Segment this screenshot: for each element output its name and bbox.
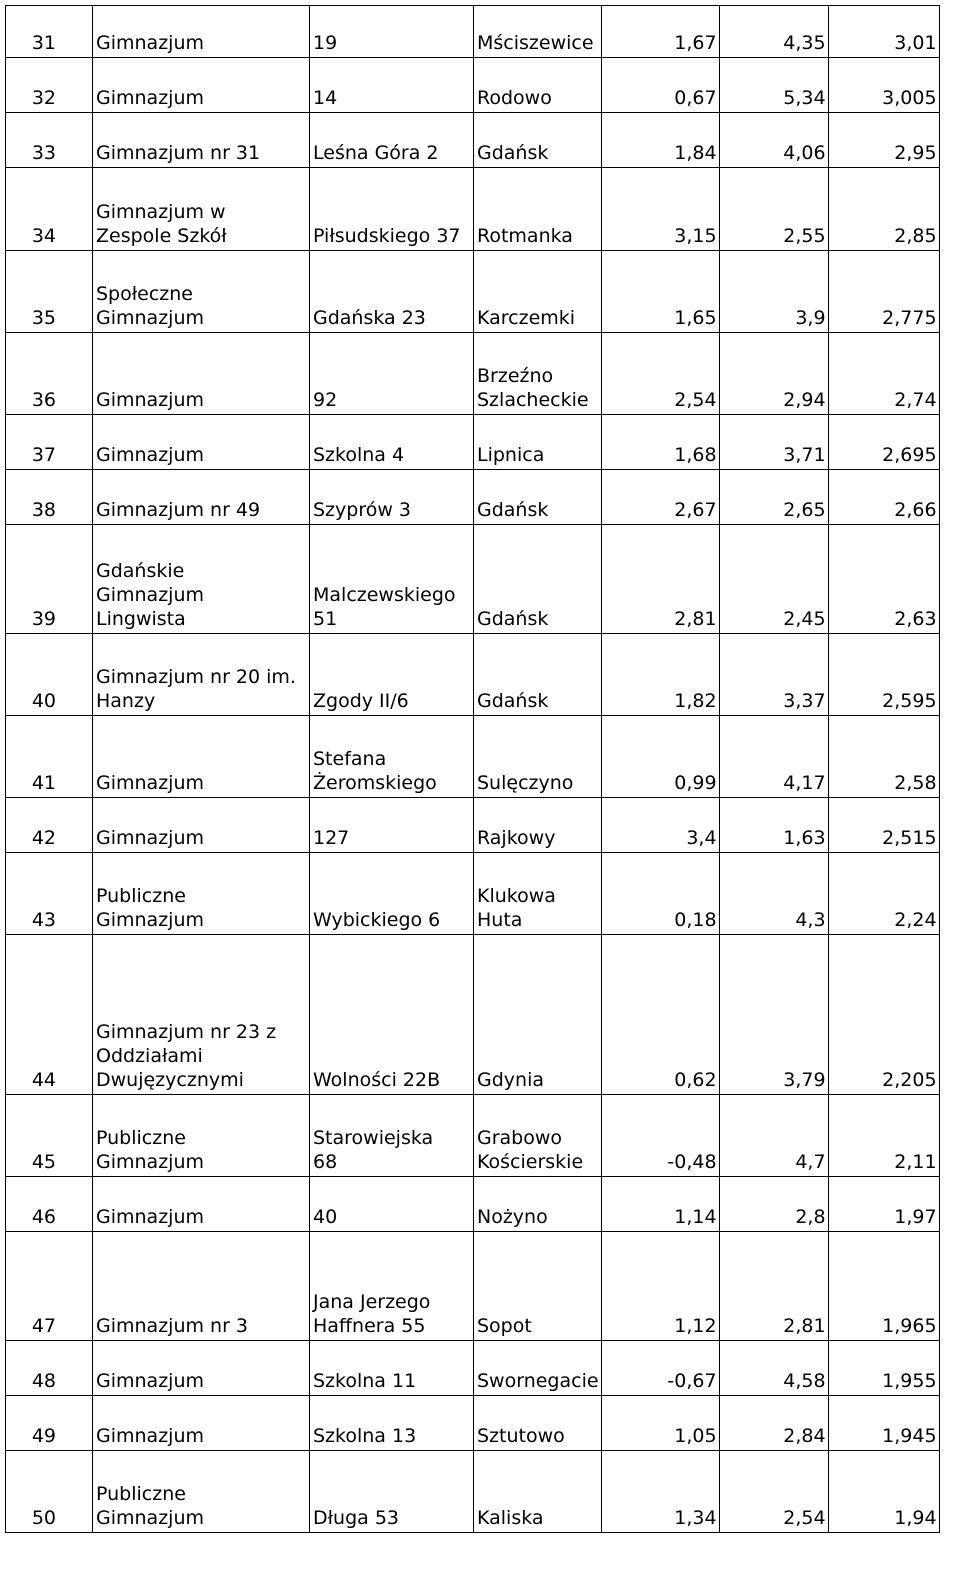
school-name: Gimnazjum w Zespole Szkół <box>93 168 310 251</box>
school-name: Publiczne Gimnazjum <box>93 1095 310 1177</box>
table-row <box>6 1396 940 1451</box>
table-row <box>6 1177 940 1232</box>
table-row <box>6 168 940 251</box>
value-1: 1,14 <box>601 1177 719 1232</box>
value-2: 3,37 <box>719 634 828 716</box>
school-name: Gimnazjum <box>93 1396 310 1451</box>
table-row <box>6 798 940 853</box>
street-address: Szkolna 4 <box>310 415 474 470</box>
value-1: 0,18 <box>601 853 719 935</box>
city: Nożyno <box>474 1177 602 1232</box>
street-address: Szkolna 13 <box>310 1396 474 1451</box>
school-name: Publiczne Gimnazjum <box>93 853 310 935</box>
value-2: 2,55 <box>719 168 828 251</box>
street-address: Zgody II/6 <box>310 634 474 716</box>
street-address: Jana Jerzego Haffnera 55 <box>310 1232 474 1341</box>
value-1: 2,81 <box>601 525 719 634</box>
street-address: Szkolna 11 <box>310 1341 474 1396</box>
value-3: 1,97 <box>828 1177 939 1232</box>
value-2: 4,35 <box>719 6 828 58</box>
row-number: 44 <box>6 935 93 1095</box>
street-address: Wybickiego 6 <box>310 853 474 935</box>
table-row <box>6 1341 940 1396</box>
street-address: Wolności 22B <box>310 935 474 1095</box>
value-2: 2,81 <box>719 1232 828 1341</box>
city: Gdańsk <box>474 470 602 525</box>
value-2: 4,06 <box>719 113 828 168</box>
value-1: -0,67 <box>601 1341 719 1396</box>
table-row <box>6 58 940 113</box>
row-number: 33 <box>6 113 93 168</box>
city: Sztutowo <box>474 1396 602 1451</box>
value-3: 2,85 <box>828 168 939 251</box>
value-1: 1,67 <box>601 6 719 58</box>
school-name: Gimnazjum nr 23 z Oddziałami Dwujęzycznymi <box>93 935 310 1095</box>
value-3: 1,945 <box>828 1396 939 1451</box>
value-1: 1,05 <box>601 1396 719 1451</box>
school-name: Gimnazjum <box>93 58 310 113</box>
value-2: 3,71 <box>719 415 828 470</box>
value-1: 1,68 <box>601 415 719 470</box>
row-number: 50 <box>6 1451 93 1533</box>
value-3: 2,515 <box>828 798 939 853</box>
street-address: Szyprów 3 <box>310 470 474 525</box>
value-3: 2,775 <box>828 251 939 333</box>
value-2: 3,9 <box>719 251 828 333</box>
street-address: 92 <box>310 333 474 415</box>
value-2: 4,17 <box>719 716 828 798</box>
row-number: 31 <box>6 6 93 58</box>
table-row <box>6 251 940 333</box>
value-2: 5,34 <box>719 58 828 113</box>
row-number: 35 <box>6 251 93 333</box>
table-row <box>6 1095 940 1177</box>
city: Lipnica <box>474 415 602 470</box>
value-2: 2,8 <box>719 1177 828 1232</box>
value-2: 2,45 <box>719 525 828 634</box>
city: Klukowa Huta <box>474 853 602 935</box>
value-3: 2,58 <box>828 716 939 798</box>
school-name: Gimnazjum nr 20 im. Hanzy <box>93 634 310 716</box>
street-address: Piłsudskiego 37 <box>310 168 474 251</box>
table-row <box>6 525 940 634</box>
table-row <box>6 853 940 935</box>
row-number: 46 <box>6 1177 93 1232</box>
value-2: 2,65 <box>719 470 828 525</box>
value-2: 2,54 <box>719 1451 828 1533</box>
school-name: Gdańskie Gimnazjum Lingwista <box>93 525 310 634</box>
value-1: 0,67 <box>601 58 719 113</box>
value-2: 2,94 <box>719 333 828 415</box>
table-row <box>6 470 940 525</box>
value-3: 3,01 <box>828 6 939 58</box>
value-3: 2,695 <box>828 415 939 470</box>
row-number: 39 <box>6 525 93 634</box>
city: Karczemki <box>474 251 602 333</box>
city: Gdynia <box>474 935 602 1095</box>
row-number: 43 <box>6 853 93 935</box>
street-address: 19 <box>310 6 474 58</box>
school-name: Gimnazjum <box>93 1341 310 1396</box>
value-3: 2,11 <box>828 1095 939 1177</box>
value-1: 3,15 <box>601 168 719 251</box>
city: Kaliska <box>474 1451 602 1533</box>
value-2: 1,63 <box>719 798 828 853</box>
city: Mściszewice <box>474 6 602 58</box>
row-number: 38 <box>6 470 93 525</box>
school-name: Gimnazjum nr 31 <box>93 113 310 168</box>
city: Rotmanka <box>474 168 602 251</box>
value-1: 1,82 <box>601 634 719 716</box>
street-address: Długa 53 <box>310 1451 474 1533</box>
city: Gdańsk <box>474 525 602 634</box>
value-3: 2,95 <box>828 113 939 168</box>
street-address: Starowiejska 68 <box>310 1095 474 1177</box>
school-name: Publiczne Gimnazjum <box>93 1451 310 1533</box>
value-3: 1,965 <box>828 1232 939 1341</box>
school-name: Gimnazjum nr 3 <box>93 1232 310 1341</box>
row-number: 32 <box>6 58 93 113</box>
value-2: 2,84 <box>719 1396 828 1451</box>
value-1: -0,48 <box>601 1095 719 1177</box>
street-address: Gdańska 23 <box>310 251 474 333</box>
city: Gdańsk <box>474 634 602 716</box>
row-number: 41 <box>6 716 93 798</box>
table-row <box>6 634 940 716</box>
value-1: 3,4 <box>601 798 719 853</box>
table-row <box>6 716 940 798</box>
school-name: Społeczne Gimnazjum <box>93 251 310 333</box>
school-name: Gimnazjum <box>93 6 310 58</box>
value-3: 2,74 <box>828 333 939 415</box>
city: Brzeźno Szlacheckie <box>474 333 602 415</box>
value-2: 4,58 <box>719 1341 828 1396</box>
value-3: 2,24 <box>828 853 939 935</box>
street-address: Leśna Góra 2 <box>310 113 474 168</box>
value-1: 2,54 <box>601 333 719 415</box>
city: Swornegacie <box>474 1341 602 1396</box>
school-name: Gimnazjum <box>93 1177 310 1232</box>
value-3: 3,005 <box>828 58 939 113</box>
city: Sopot <box>474 1232 602 1341</box>
city: Rodowo <box>474 58 602 113</box>
city: Grabowo Kościerskie <box>474 1095 602 1177</box>
street-address: Stefana Żeromskiego <box>310 716 474 798</box>
value-1: 0,62 <box>601 935 719 1095</box>
school-name: Gimnazjum <box>93 415 310 470</box>
row-number: 42 <box>6 798 93 853</box>
row-number: 47 <box>6 1232 93 1341</box>
row-number: 40 <box>6 634 93 716</box>
value-1: 1,34 <box>601 1451 719 1533</box>
value-1: 1,84 <box>601 113 719 168</box>
street-address: 127 <box>310 798 474 853</box>
table-row <box>6 1232 940 1341</box>
value-3: 1,955 <box>828 1341 939 1396</box>
value-1: 1,65 <box>601 251 719 333</box>
city: Sulęczyno <box>474 716 602 798</box>
street-address: 14 <box>310 58 474 113</box>
value-2: 4,3 <box>719 853 828 935</box>
value-3: 1,94 <box>828 1451 939 1533</box>
school-name: Gimnazjum <box>93 798 310 853</box>
row-number: 36 <box>6 333 93 415</box>
row-number: 48 <box>6 1341 93 1396</box>
value-1: 1,12 <box>601 1232 719 1341</box>
table-row <box>6 1451 940 1533</box>
row-number: 34 <box>6 168 93 251</box>
value-3: 2,63 <box>828 525 939 634</box>
value-3: 2,66 <box>828 470 939 525</box>
table-row <box>6 333 940 415</box>
value-2: 4,7 <box>719 1095 828 1177</box>
value-3: 2,595 <box>828 634 939 716</box>
street-address: Malczewskiego 51 <box>310 525 474 634</box>
row-number: 37 <box>6 415 93 470</box>
school-name: Gimnazjum nr 49 <box>93 470 310 525</box>
value-1: 0,99 <box>601 716 719 798</box>
value-1: 2,67 <box>601 470 719 525</box>
value-2: 3,79 <box>719 935 828 1095</box>
table-row <box>6 415 940 470</box>
school-name: Gimnazjum <box>93 333 310 415</box>
ranking-table <box>5 5 940 1533</box>
street-address: 40 <box>310 1177 474 1232</box>
table-row <box>6 6 940 58</box>
value-3: 2,205 <box>828 935 939 1095</box>
table-row <box>6 935 940 1095</box>
row-number: 45 <box>6 1095 93 1177</box>
row-number: 49 <box>6 1396 93 1451</box>
city: Gdańsk <box>474 113 602 168</box>
school-name: Gimnazjum <box>93 716 310 798</box>
table-row <box>6 113 940 168</box>
city: Rajkowy <box>474 798 602 853</box>
